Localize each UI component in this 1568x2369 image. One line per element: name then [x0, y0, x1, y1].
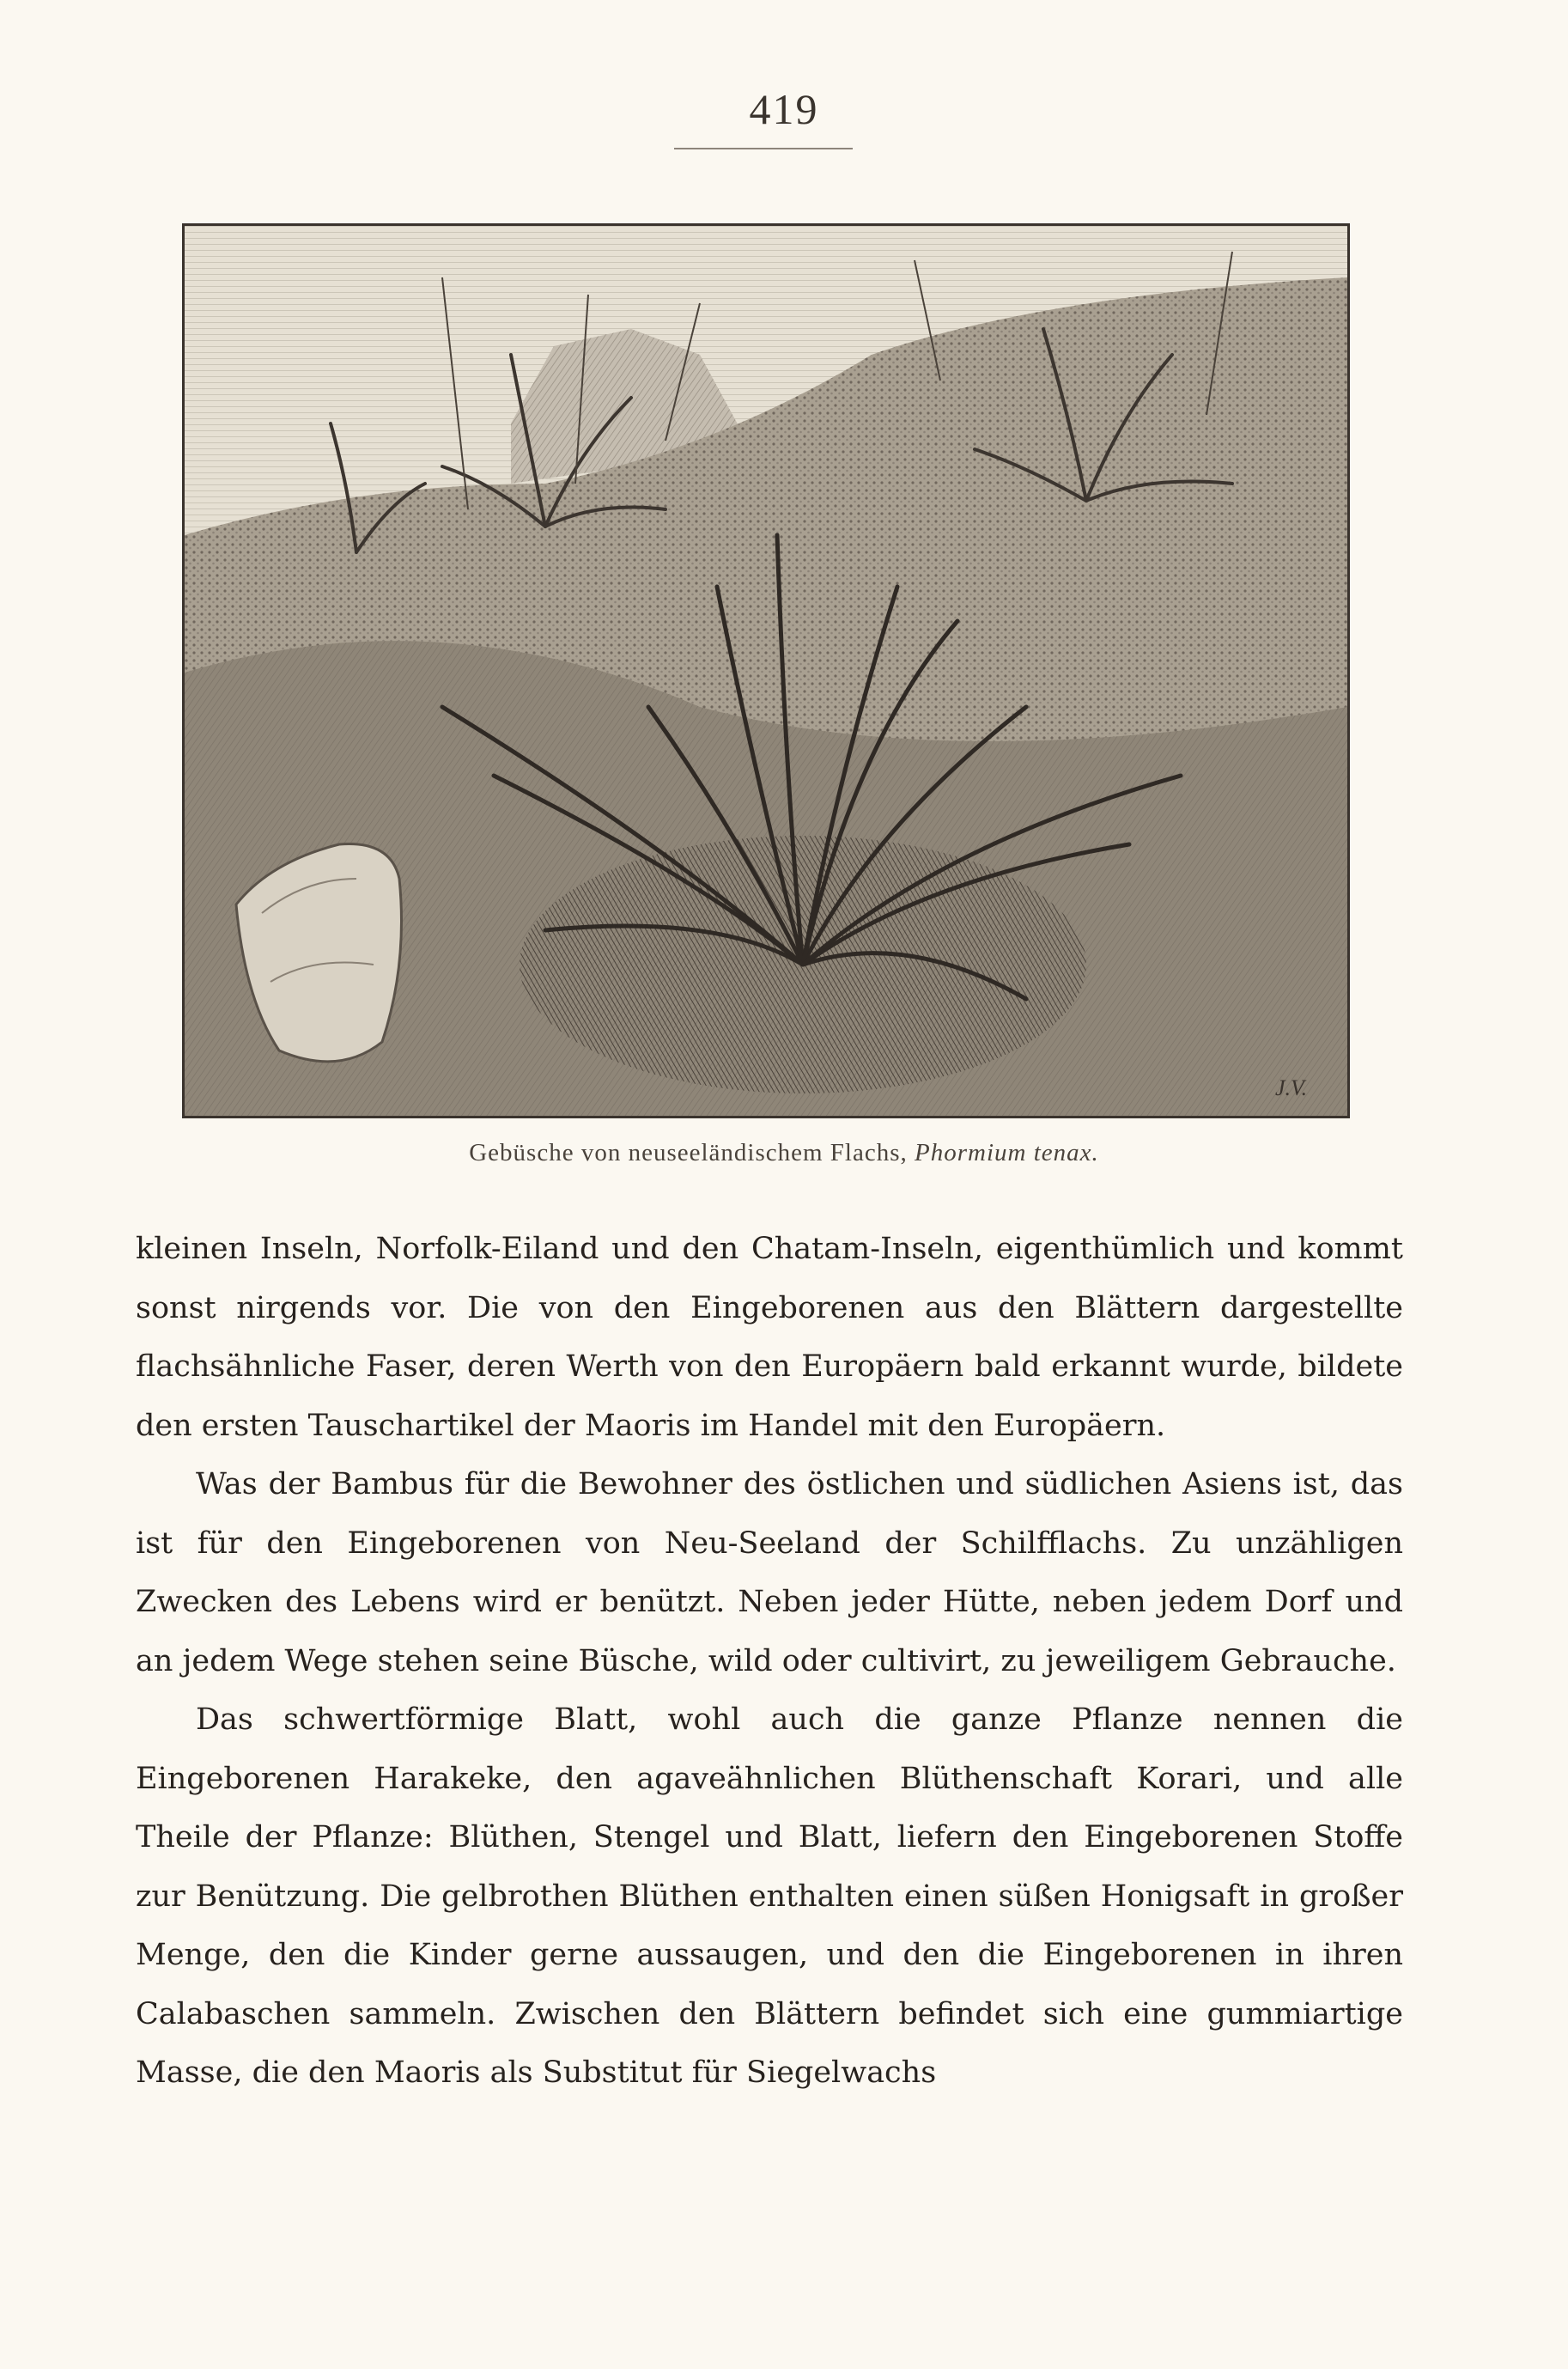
header-rule — [674, 148, 853, 149]
caption-latin: Phormium tenax. — [915, 1139, 1099, 1166]
illustration-caption — [0, 1139, 1568, 1167]
paragraph-3: Das schwertförmige Blatt, wohl auch die ganze Pflanze nennen die Eingeborenen Harakeke, den agaveähnlichen Blüthenschaft Korari, und alle Theile der Pflanze: Blüthen, Stengel und Blatt, liefern den Eingeborenen Stoffe zur Benützung. Die gelbrothen Blüthen enthalten einen süßen Honigsaft in großer Menge, den die Kinder gerne aussaugen, und den die Eingeborenen in ihren Calabaschen sammeln. Zwischen den Blättern befindet sich eine gummiartige Masse, die den Maoris als Substitut für Siegelwachs — [136, 1702, 1403, 2090]
artist-monogram: J.V. — [1275, 1075, 1308, 1100]
paragraph-1: kleinen Inseln, Norfolk-Eiland und den Chatam-Inseln, eigenthümlich und kommt sonst nirgends vor. Die von den Eingeborenen aus den Blättern dargestellte flachsähnliche Faser, deren Werth von den Europäern bald erkannt wurde, bildete den ersten Tauschartikel der Maoris im Handel mit den Europäern. — [136, 1232, 1403, 1443]
body-text — [136, 1220, 1403, 2103]
caption-german: Gebüsche von neuseeländischem Flachs, — [469, 1139, 908, 1166]
page-number: 419 — [749, 85, 819, 133]
paragraph-2: Was der Bambus für die Bewohner des östlichen und südlichen Asiens ist, das ist für den Eingeborenen von Neu-Seeland der Schilfflachs. Zu unzähligen Zwecken des Lebens wird er benützt. Neben jeder Hütte, neben jedem Dorf und an jedem Wege stehen seine Büsche, wild oder cultivirt, zu jeweiligem Gebrauche. — [136, 1467, 1403, 1678]
engraving-illustration — [182, 223, 1350, 1118]
flax-bush-engraving — [185, 226, 1347, 1116]
